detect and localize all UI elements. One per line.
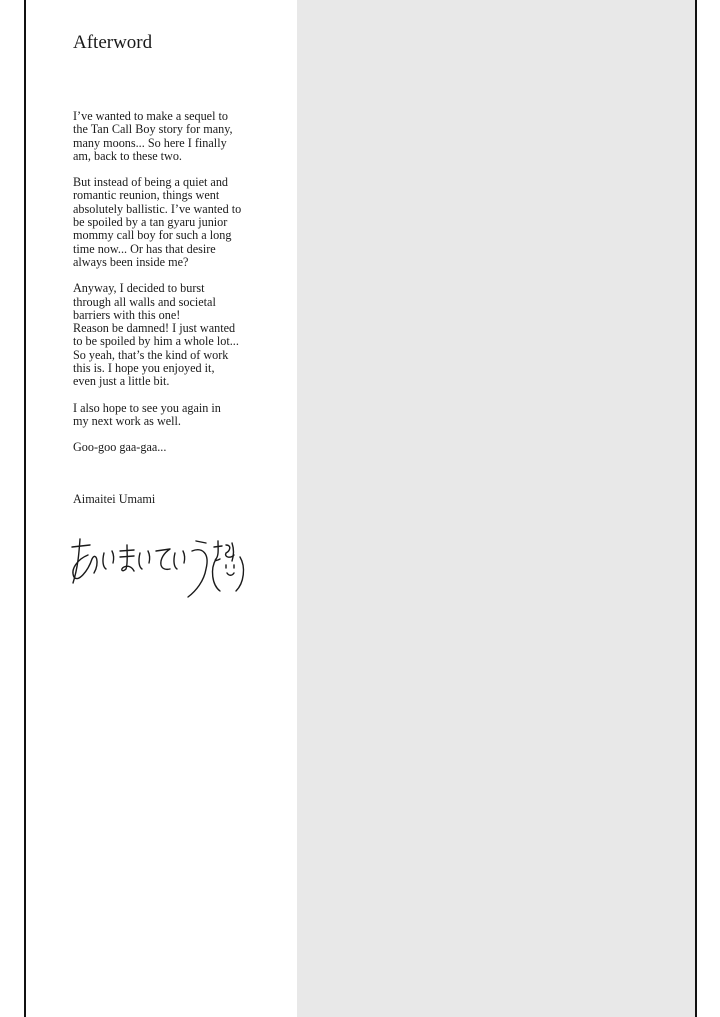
author-name: Aimaitei Umami (73, 491, 156, 506)
handwritten-signature (64, 535, 249, 605)
paragraph-5: Goo-goo gaa-gaa... (73, 440, 167, 455)
right-border-line (695, 0, 697, 1017)
paragraph-3: Anyway, I decided to burst through all walls and societal barriers with this one! Reason be damned! I just wanted to be spoiled by him a whole lot... So yeah, that’s the kind of work this is. I hope you enjoyed it, even just a little bit. (73, 281, 239, 389)
page-title: Afterword (73, 32, 153, 53)
left-border-line (24, 0, 26, 1017)
paragraph-4: I also hope to see you again in my next work as well. (73, 400, 221, 428)
paragraph-2: But instead of being a quiet and romantic reunion, things went absolutely ballistic. I’ve wanted to be spoiled by a tan gyaru junior mommy call boy for such a long time now... Or has that desire always been inside me? (73, 175, 242, 269)
paragraph-1: I’ve wanted to make a sequel to the Tan Call Boy story for many, many moons... So here I finally am, back to these two. (73, 109, 233, 163)
afterword-text-column (73, 30, 288, 506)
blank-gray-panel (297, 0, 695, 1017)
